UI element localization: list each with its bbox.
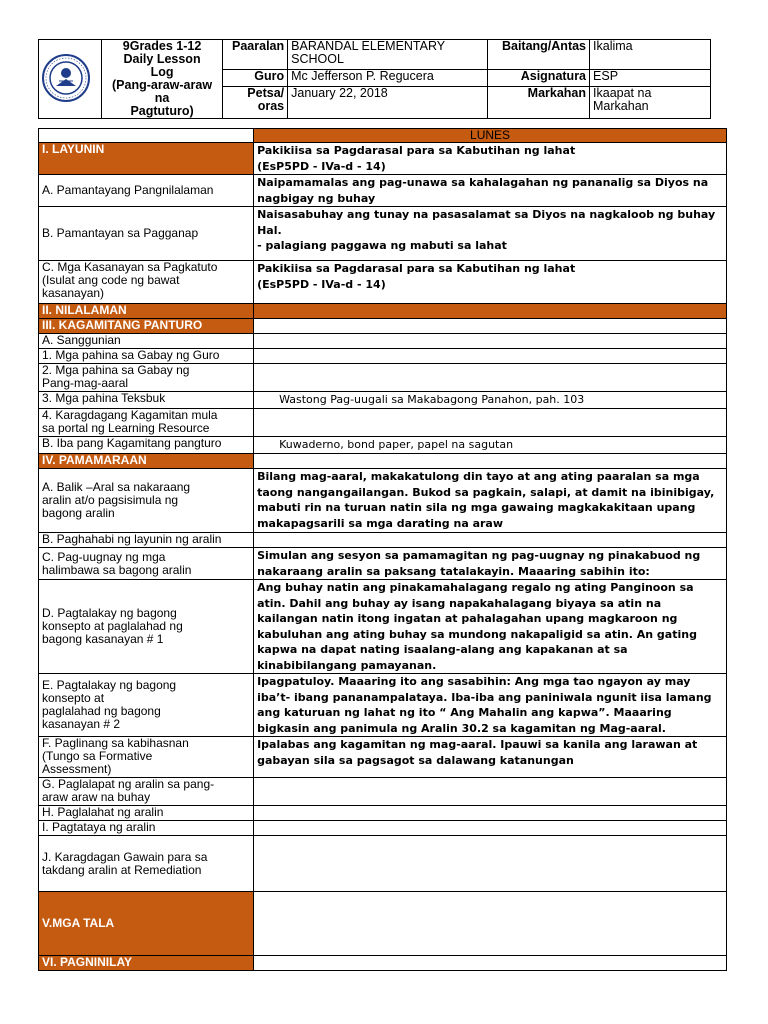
baitang-value: Ikalima [590, 40, 711, 70]
row-gabay-guro: 1. Mga pahina sa Gabay ng Guro [39, 349, 254, 364]
lesson-table [38, 128, 727, 971]
row-d-value: Ang buhay natin ang pinakamahalagang regalo ng ating Panginoon sa atin. Dahil ang buhay ay isang napakahalagang biyaya sa atin na kailangan natin itong ingatan at pahalagahan upang magkaroon ng kabuluhan ang ating buhay sa mundong nakapaligid sa atin. An gating kapwa na dapat nating isaalang-alang ang kapakanan at sa kinabibilangang pamayanan. [254, 580, 727, 674]
asignatura-label: Asignatura [487, 70, 589, 86]
balik-aral-value: Bilang mag-aaral, makakatulong din tayo at ang ating paaralan sa mga taong nangangailangan. Bukod sa pagkain, salapi, at damit na ibinibigay, mabuti rin na turuan natin sila ng mga gawaing magkakakitaan upang makapagsarili sa mga darating na araw [254, 469, 727, 533]
petsa-value: January 22, 2018 [288, 86, 488, 118]
row-balik-aral: A. Balik –Aral sa nakaraang aralin at/o pagsisimula ng bagong aralin [39, 469, 254, 533]
row-c-value: Pakikiisa sa Pagdarasal para sa Kabutihan ng lahat (EsP5PD - IVa-d - 14) [254, 261, 727, 304]
section-pamamaraan: IV. PAMAMARAAN [39, 454, 254, 469]
row-b-label: B. Pamantayan sa Pagganap [39, 207, 254, 261]
row-gabay-mag-aaral: 2. Mga pahina sa Gabay ng Pang-mag-aaral [39, 364, 254, 392]
paaralan-value: BARANDAL ELEMENTARY SCHOOL [288, 40, 488, 70]
row-i-label: I. Pagtataya ng aralin [39, 821, 254, 836]
section-kagamitan: III. KAGAMITANG PANTURO [39, 319, 254, 334]
row-b-value: Naisasabuhay ang tunay na pasasalamat sa Diyos na nagkaloob ng buhay Hal. - palagiang paggawa ng mabuti sa lahat [254, 207, 727, 261]
deped-seal-cell [39, 40, 102, 119]
guro-value: Mc Jefferson P. Regucera [288, 70, 488, 86]
teksbuk-value: Wastong Pag-uugali sa Makabagong Panahon, pah. 103 [254, 392, 727, 409]
row-g-label: G. Paglalapat ng aralin sa pang- araw araw na buhay [39, 778, 254, 806]
row-sanggunian: A. Sanggunian [39, 334, 254, 349]
corner-cell [39, 129, 254, 143]
row-teksbuk: 3. Mga pahina Teksbuk [39, 392, 254, 409]
markahan-value: Ikaapat na Markahan [590, 86, 711, 118]
row-f-label: F. Paglinang sa kabihasnan (Tungo sa Formative Assessment) [39, 737, 254, 778]
row-lr-portal: 4. Karagdagang Kagamitan mula sa portal ng Learning Resource [39, 409, 254, 437]
iba-value: Kuwaderno, bond paper, papel na sagutan [254, 437, 727, 454]
section-mga-tala: V.MGA TALA [39, 892, 254, 956]
layunin-value: Pakikiisa sa Pagdarasal para sa Kabutihan ng lahat (EsP5PD - IVa-d - 14) [254, 143, 727, 175]
row-pag-uugnay: C. Pag-uugnay ng mga halimbawa sa bagong aralin [39, 548, 254, 580]
section-layunin: I. LAYUNIN [39, 143, 254, 175]
row-j-label: J. Karagdagan Gawain para sa takdang aralin at Remediation [39, 836, 254, 892]
baitang-label: Baitang/Antas [487, 40, 589, 70]
asignatura-value: ESP [590, 70, 711, 86]
row-paghahabi: B. Paghahabi ng layunin ng aralin [39, 533, 254, 548]
row-iba-pang-kagamitan: B. Iba pang Kagamitang pangturo [39, 437, 254, 454]
guro-label: Guro [223, 70, 288, 86]
dll-title: 9Grades 1-12 Daily Lesson Log (Pang-araw-araw na Pagtuturo) [102, 40, 223, 119]
deped-seal-icon [41, 53, 91, 103]
row-f-value: Ipalabas ang kagamitan ng mag-aaral. Ipauwi sa kanila ang larawan at gabayan sila sa pagsagot sa dalawang katanungan [254, 737, 727, 778]
petsa-label: Petsa/ oras [223, 86, 288, 118]
paaralan-label: Paaralan [223, 40, 288, 70]
row-c-label: C. Mga Kasanayan sa Pagkatuto (Isulat ang code ng bawat kasanayan) [39, 261, 254, 304]
kagamitan-value [254, 319, 727, 334]
pag-uugnay-value: Simulan ang sesyon sa pamamagitan ng pag-uugnay ng pinakabuod ng nakaraang aralin sa paksang tatalakayin. Maaaring sabihin ito: [254, 548, 727, 580]
row-a-label: A. Pamantayang Pangnilalaman [39, 175, 254, 207]
section-nilalaman: II. NILALAMAN [39, 304, 254, 319]
section-pagninilay: VI. PAGNINILAY [39, 956, 254, 971]
row-h-label: H. Paglalahat ng aralin [39, 806, 254, 821]
day-header: LUNES [254, 129, 727, 143]
header-table [38, 39, 711, 119]
markahan-label: Markahan [487, 86, 589, 118]
row-e-label: E. Pagtalakay ng bagong konsepto at paglalahad ng bagong kasanayan # 2 [39, 674, 254, 737]
row-a-value: Naipamamalas ang pag-unawa sa kahalagahan ng pananalig sa Diyos na nagbigay ng buhay [254, 175, 727, 207]
nilalaman-value [254, 304, 727, 319]
row-d-label: D. Pagtalakay ng bagong konsepto at paglalahad ng bagong kasanayan # 1 [39, 580, 254, 674]
row-e-value: Ipagpatuloy. Maaaring ito ang sasabihin: Ang mga tao ngayon ay may iba’t- ibang pananampalataya. Iba-iba ang paniniwala ngunit iisa lamang ang katuruan ng lahat ng ito “ Ang Mahalin ang kapwa”. Maaaring bigkasin ang panimula ng Aralin 30.2 sa kagamitan ng Mag-aaral. [254, 674, 727, 737]
